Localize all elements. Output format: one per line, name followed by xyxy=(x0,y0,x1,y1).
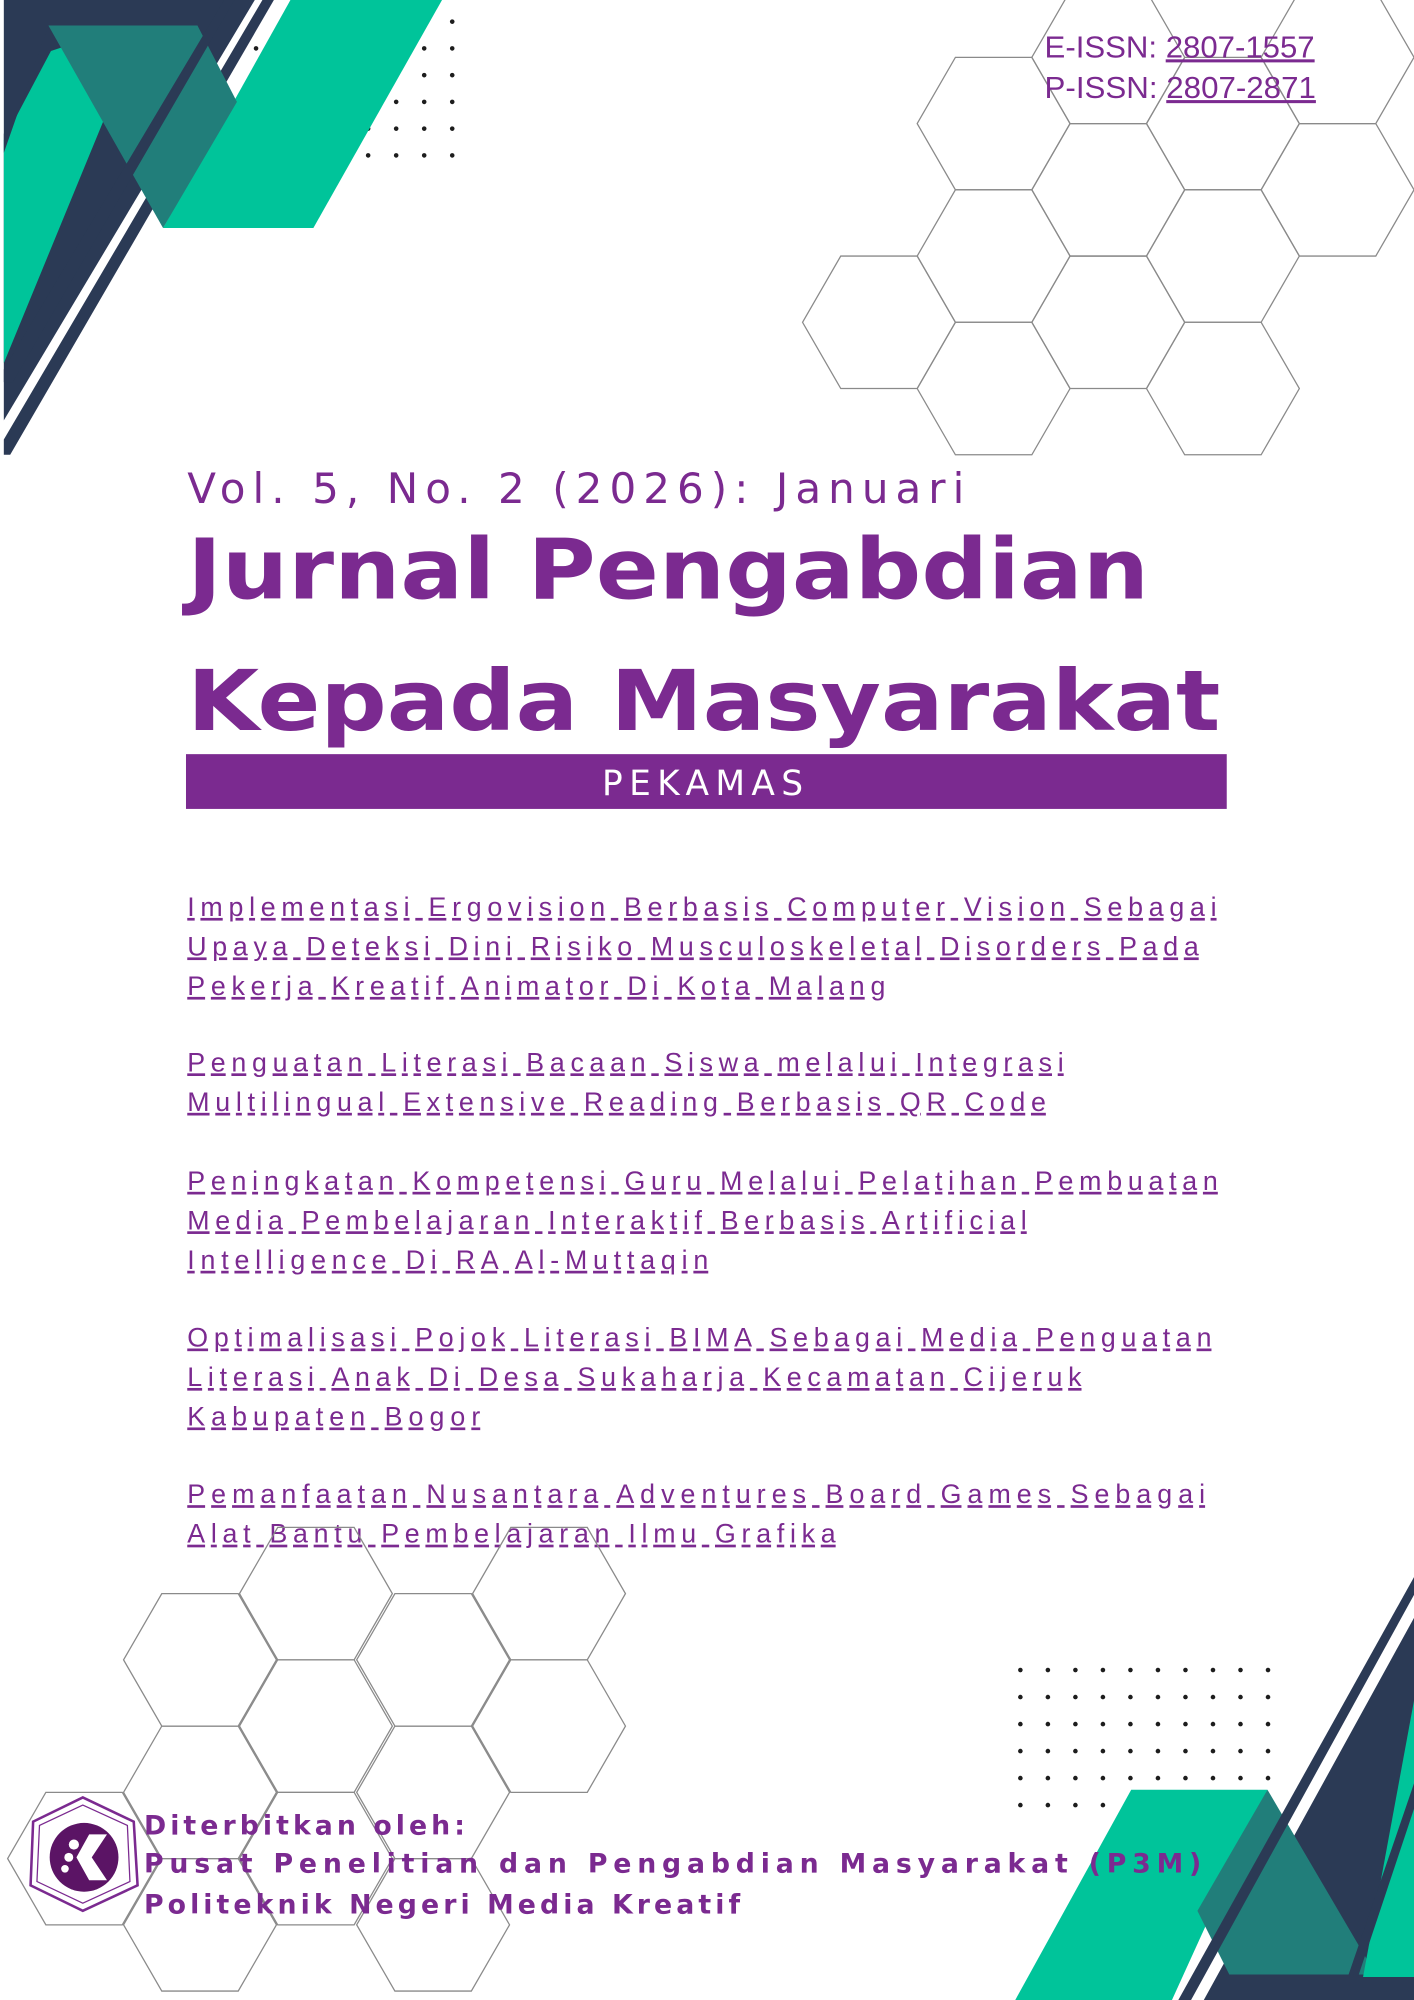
article-link[interactable] xyxy=(187,1047,1063,1116)
hexagon-outline xyxy=(917,190,1070,322)
dot xyxy=(1101,1722,1106,1727)
dot xyxy=(1046,1722,1051,1727)
hexagon-outline xyxy=(917,322,1070,454)
dot xyxy=(1046,1776,1051,1781)
svg-text:P-ISSN: 2807-2871 xyxy=(1045,71,1316,105)
article-title-line[interactable]: Upaya Deteksi Dini Risiko Musculoskeletal Disorders Pada xyxy=(187,931,1199,962)
article-title-line[interactable]: Pekerja Kreatif Animator Di Kota Malang xyxy=(187,970,886,1001)
dot-pattern-bottom xyxy=(1018,1668,1270,1808)
dot xyxy=(1046,1803,1051,1808)
dot xyxy=(1156,1668,1161,1673)
dot xyxy=(450,126,455,131)
article-title-line[interactable]: Kabupaten Bogor xyxy=(187,1401,481,1432)
dot xyxy=(1073,1803,1078,1808)
article-title-line[interactable]: Penguatan Literasi Bacaan Siswa melalui Integrasi xyxy=(187,1047,1064,1078)
dot xyxy=(1018,1722,1023,1727)
dot xyxy=(1018,1749,1023,1754)
journal-title-line-2: Kepada Masyarakat xyxy=(187,651,1221,750)
dot xyxy=(1101,1695,1106,1700)
dot xyxy=(1183,1749,1188,1754)
svg-text:E-ISSN: 2807-1557 xyxy=(1045,30,1315,64)
dot xyxy=(1156,1695,1161,1700)
article-title-line[interactable]: Pemanfaatan Nusantara Adventures Board Games Sebagai xyxy=(187,1479,1206,1510)
dot xyxy=(1101,1803,1106,1808)
dot xyxy=(422,73,427,78)
dot xyxy=(1018,1695,1023,1700)
dot xyxy=(1266,1722,1271,1727)
article-title-line[interactable]: Multilingual Extensive Reading Berbasis QR Code xyxy=(187,1086,1046,1117)
publisher-unit: Pusat Penelitian dan Pengabdian Masyarakat (P3M) xyxy=(143,1848,1202,1880)
dot xyxy=(1101,1668,1106,1673)
bottom-right-decoration xyxy=(1015,1577,1414,2000)
dot xyxy=(1128,1749,1133,1754)
hexagon-outline xyxy=(357,1594,510,1726)
dot xyxy=(1266,1695,1271,1700)
article-title-line[interactable]: Literasi Anak Di Desa Sukaharja Kecamatan Cijeruk xyxy=(187,1361,1082,1392)
dot xyxy=(422,100,427,105)
hexagon-outline xyxy=(803,256,956,388)
article-link[interactable] xyxy=(187,1322,1211,1431)
dot xyxy=(1018,1668,1023,1673)
journal-title-line-1: Jurnal Pengabdian xyxy=(181,520,1150,619)
dot xyxy=(394,153,399,158)
dot xyxy=(1073,1749,1078,1754)
p-issn-value[interactable]: 2807-2871 xyxy=(1166,71,1313,106)
dot xyxy=(1211,1749,1216,1754)
issue-label: Vol. 5, No. 2 (2026): Januari xyxy=(187,464,965,514)
dot xyxy=(1018,1776,1023,1781)
article-link[interactable] xyxy=(187,1479,1205,1548)
article-title-line[interactable]: Peningkatan Kompetensi Guru Melalui Pelatihan Pembuatan xyxy=(187,1165,1218,1196)
dot xyxy=(1183,1776,1188,1781)
dot xyxy=(1238,1776,1243,1781)
hexagon-outline xyxy=(1032,256,1185,388)
publisher-block xyxy=(144,1810,1201,1920)
hexagon-outline xyxy=(473,1660,626,1792)
publisher-label: Diterbitkan oleh: xyxy=(143,1810,465,1842)
p-issn-label: P-ISSN: xyxy=(1044,71,1155,106)
article-title-line[interactable]: Media Pembelajaran Interaktif Berbasis Artificial xyxy=(187,1205,1027,1236)
hexagon-pattern-bottom xyxy=(8,1527,626,1991)
dot xyxy=(1211,1668,1216,1673)
dot xyxy=(422,126,427,131)
article-title-line[interactable]: Optimalisasi Pojok Literasi BIMA Sebagai Media Penguatan xyxy=(187,1322,1212,1353)
dot xyxy=(1266,1776,1271,1781)
dot xyxy=(450,19,455,24)
issn-block xyxy=(1045,30,1316,105)
dot xyxy=(1046,1695,1051,1700)
dot xyxy=(1073,1776,1078,1781)
dot xyxy=(366,153,371,158)
dot xyxy=(450,46,455,51)
dot xyxy=(1156,1776,1161,1781)
dot xyxy=(1266,1749,1271,1754)
hexagon-outline xyxy=(124,1594,277,1726)
dot xyxy=(422,46,427,51)
dot xyxy=(1238,1668,1243,1673)
institution-logo xyxy=(31,1797,138,1910)
article-list xyxy=(187,892,1218,1549)
dot xyxy=(1128,1668,1133,1673)
hexagon-pattern-top xyxy=(803,0,1414,455)
hexagon-outline xyxy=(239,1660,392,1792)
hexagon-outline xyxy=(1032,124,1185,256)
dot xyxy=(1101,1749,1106,1754)
article-title-line[interactable]: Alat Bantu Pembelajaran Ilmu Grafika xyxy=(187,1518,836,1549)
article-title-line[interactable]: Intelligence Di RA Al-Muttaqin xyxy=(187,1244,709,1275)
dot xyxy=(394,126,399,131)
top-left-decoration xyxy=(4,0,442,455)
dot xyxy=(1156,1749,1161,1754)
hexagon-outline xyxy=(1261,124,1414,256)
hexagon-outline xyxy=(1146,190,1299,322)
dot xyxy=(1238,1722,1243,1727)
journal-acronym: PEKAMAS xyxy=(601,763,810,804)
article-link[interactable] xyxy=(187,892,1216,1001)
dot xyxy=(1156,1722,1161,1727)
dot xyxy=(1238,1749,1243,1754)
dot xyxy=(1238,1695,1243,1700)
dot xyxy=(1018,1803,1023,1808)
dot xyxy=(1046,1668,1051,1673)
dot xyxy=(450,100,455,105)
e-issn-label: E-ISSN: xyxy=(1044,30,1155,65)
article-link[interactable] xyxy=(187,1166,1218,1275)
dot xyxy=(1128,1722,1133,1727)
dot xyxy=(1046,1749,1051,1754)
dot xyxy=(1211,1695,1216,1700)
dot xyxy=(254,46,259,51)
dot xyxy=(1266,1668,1271,1673)
dot xyxy=(1183,1695,1188,1700)
dot xyxy=(422,153,427,158)
dot xyxy=(1073,1668,1078,1673)
dot xyxy=(1073,1695,1078,1700)
dot xyxy=(1211,1722,1216,1727)
article-title-line[interactable]: Implementasi Ergovision Berbasis Computer Vision Sebagai xyxy=(187,891,1217,922)
dot xyxy=(450,73,455,78)
publisher-institution: Politeknik Negeri Media Kreatif xyxy=(143,1889,741,1921)
dot xyxy=(1183,1722,1188,1727)
dot xyxy=(1128,1695,1133,1700)
dot xyxy=(1073,1722,1078,1727)
dot xyxy=(450,153,455,158)
dot xyxy=(1101,1776,1106,1781)
dot xyxy=(394,100,399,105)
dot xyxy=(1128,1776,1133,1781)
hexagon-outline xyxy=(1146,322,1299,454)
e-issn-value[interactable]: 2807-1557 xyxy=(1165,30,1312,65)
dot xyxy=(1183,1668,1188,1673)
dot xyxy=(1211,1776,1216,1781)
